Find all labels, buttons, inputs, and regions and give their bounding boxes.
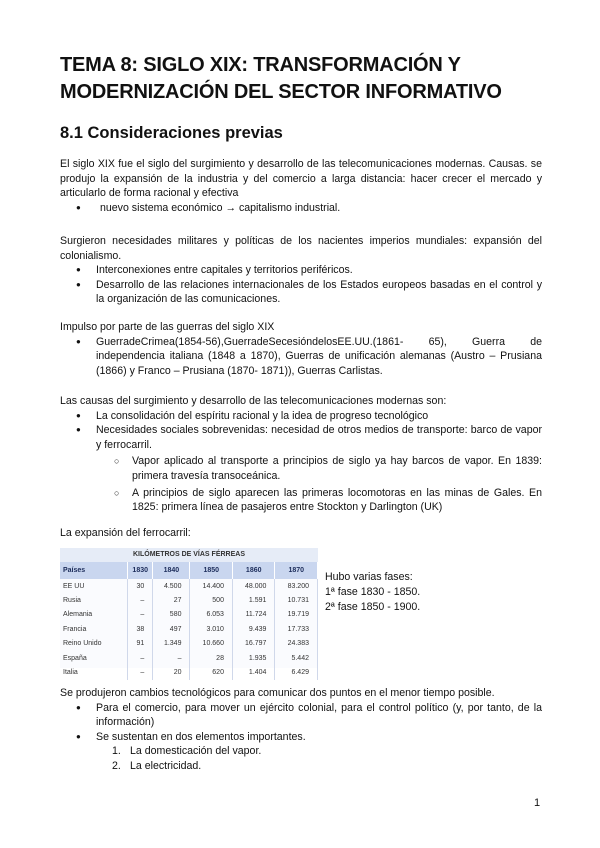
table-row (60, 637, 318, 651)
item-number: 1. (112, 745, 121, 758)
column-header: 1870 (275, 562, 318, 579)
table-cell: – (128, 593, 153, 607)
paragraph-wars (60, 320, 542, 378)
table-cell: 16.797 (232, 637, 274, 651)
table-cell: 620 (190, 665, 232, 679)
paragraph-text: Se produjeron cambios tecnológicos para comunicar dos puntos en el menor tiempo posible. (60, 687, 495, 699)
table-cell: 19.719 (275, 608, 318, 622)
table-caption: KILÓMETROS DE VÍAS FÉRREAS (60, 548, 318, 562)
paragraph-text: El siglo XIX fue el siglo del surgimiento y desarrollo de las telecomunicaciones modernas. Causas. se produjo la expansión de la industria y del comercio a larga distancia: hacer crecer el mercado y articularlo de forma racional y efectiva (60, 158, 542, 200)
paragraph-causes (60, 394, 542, 515)
table-row (60, 651, 318, 665)
list-item: ● Interconexiones entre capitales y territorios periféricos. (60, 263, 542, 278)
phases-note (325, 570, 420, 614)
list-item: ● Para el comercio, para mover un ejército colonial, para el control político (y, por tanto, de la información) (60, 701, 542, 730)
column-header: 1850 (190, 562, 232, 579)
table-row (60, 608, 318, 622)
table-cell: 1.404 (232, 665, 274, 679)
table-cell: Reino Unido (60, 637, 128, 651)
paragraph-text: Las causas del surgimiento y desarrollo de las telecomunicaciones modernas son: (60, 395, 447, 407)
column-header: Países (60, 562, 128, 579)
sub-list-item: ○ Vapor aplicado al transporte a principios de siglo ya hay barcos de vapor. En 1839: primera travesía transoceánica. (60, 454, 542, 483)
page-title: TEMA 8: SIGLO XIX: TRANSFORMACIÓN Y MODERNIZACIÓN DEL SECTOR INFORMATIVO (60, 54, 502, 103)
table-cell: 91 (128, 637, 153, 651)
sub-list-item: ○ A principios de siglo aparecen las primeras locomotoras en las minas de Gales. En 1825: primera línea de pasajeros entre Stockton y Darlington (UK) (60, 486, 542, 515)
table-cell: 27 (153, 593, 190, 607)
table-cell: 28 (190, 651, 232, 665)
table-cell: España (60, 651, 128, 665)
paragraph-text: Surgieron necesidades militares y políticas de los nacientes imperios mundiales: expansión del colonialismo. (60, 235, 542, 262)
item-number: 2. (112, 759, 121, 772)
table-cell: 3.010 (190, 622, 232, 636)
table-cell: Francia (60, 622, 128, 636)
table-cell: Rusia (60, 593, 128, 607)
table-cell: 1.591 (232, 593, 274, 607)
paragraph-railway: La expansión del ferrocarril: (60, 527, 191, 539)
table-cell: 6.429 (275, 665, 318, 679)
phases-label: Hubo varias fases: (325, 571, 413, 583)
numbered-item (60, 759, 542, 774)
list-item: ● Se sustentan en dos elementos importantes. (60, 730, 542, 745)
table-cell: 24.383 (275, 637, 318, 651)
section-heading: 8.1 Consideraciones previas (60, 124, 283, 142)
table-cell: 11.724 (232, 608, 274, 622)
phase-1: 1ª fase 1830 - 1850. (325, 585, 421, 598)
table-row (60, 665, 318, 679)
column-header: 1830 (128, 562, 153, 579)
table-cell: EE UU (60, 579, 128, 593)
table-cell: – (128, 665, 153, 679)
table-cell: 10.660 (190, 637, 232, 651)
list-item: ● nuevo sistema económico → capitalismo industrial. (60, 201, 542, 216)
list-item: ● Desarrollo de las relaciones internacionales de los Estados europeos basadas en el control y la organización de las comunicaciones. (60, 278, 542, 307)
paragraph-text: Impulso por parte de las guerras del siglo XIX (60, 321, 275, 333)
table-cell: 4.500 (153, 579, 190, 593)
table-row (60, 593, 318, 607)
table-cell: 1.935 (232, 651, 274, 665)
list-item: ● La consolidación del espíritu racional y la idea de progreso tecnológico (60, 409, 542, 424)
table-cell: 10.731 (275, 593, 318, 607)
table-cell: 9.439 (232, 622, 274, 636)
table-cell: Alemania (60, 608, 128, 622)
paragraph-intro (60, 157, 542, 215)
railway-table-image (60, 548, 318, 677)
table-row (60, 622, 318, 636)
table-cell: – (128, 608, 153, 622)
item-text: La domesticación del vapor. (130, 745, 262, 758)
table-cell: 1.349 (153, 637, 190, 651)
table-cell: 500 (190, 593, 232, 607)
table-cell: 30 (128, 579, 153, 593)
table-cell: Italia (60, 665, 128, 679)
paragraph-tech (60, 686, 542, 774)
table-cell: 6.053 (190, 608, 232, 622)
list-item: ● Necesidades sociales sobrevenidas: necesidad de otros medios de transporte: barco de vapor y ferrocarril. (60, 423, 542, 452)
table-cell: 5.442 (275, 651, 318, 665)
table-cell: 83.200 (275, 579, 318, 593)
column-header: 1840 (153, 562, 190, 579)
column-header: 1860 (232, 562, 274, 579)
table-cell: 20 (153, 665, 190, 679)
table-row (60, 579, 318, 593)
table-cell: – (128, 651, 153, 665)
table-cell: 580 (153, 608, 190, 622)
table-header-row (60, 562, 318, 579)
list-item: ● GuerradeCrimea(1854-56),GuerradeSecesióndelosEE.UU.(1861- 65), Guerra de independencia italiana (1848 a 1870), Guerras de unificación alemanas (Austro – Prusiana (1866) y Franco – Prusiana (1870- 1871)), Guerras Carlistas. (60, 335, 542, 379)
item-text: La electricidad. (130, 759, 202, 772)
table-cell: – (153, 651, 190, 665)
table-cell: 48.000 (232, 579, 274, 593)
table-cell: 497 (153, 622, 190, 636)
table-cell: 14.400 (190, 579, 232, 593)
numbered-item (60, 744, 542, 759)
phase-2: 2ª fase 1850 - 1900. (325, 600, 421, 613)
table-cell: 38 (128, 622, 153, 636)
table-cell: 17.733 (275, 622, 318, 636)
paragraph-military (60, 234, 542, 307)
page-number: 1 (534, 797, 541, 809)
